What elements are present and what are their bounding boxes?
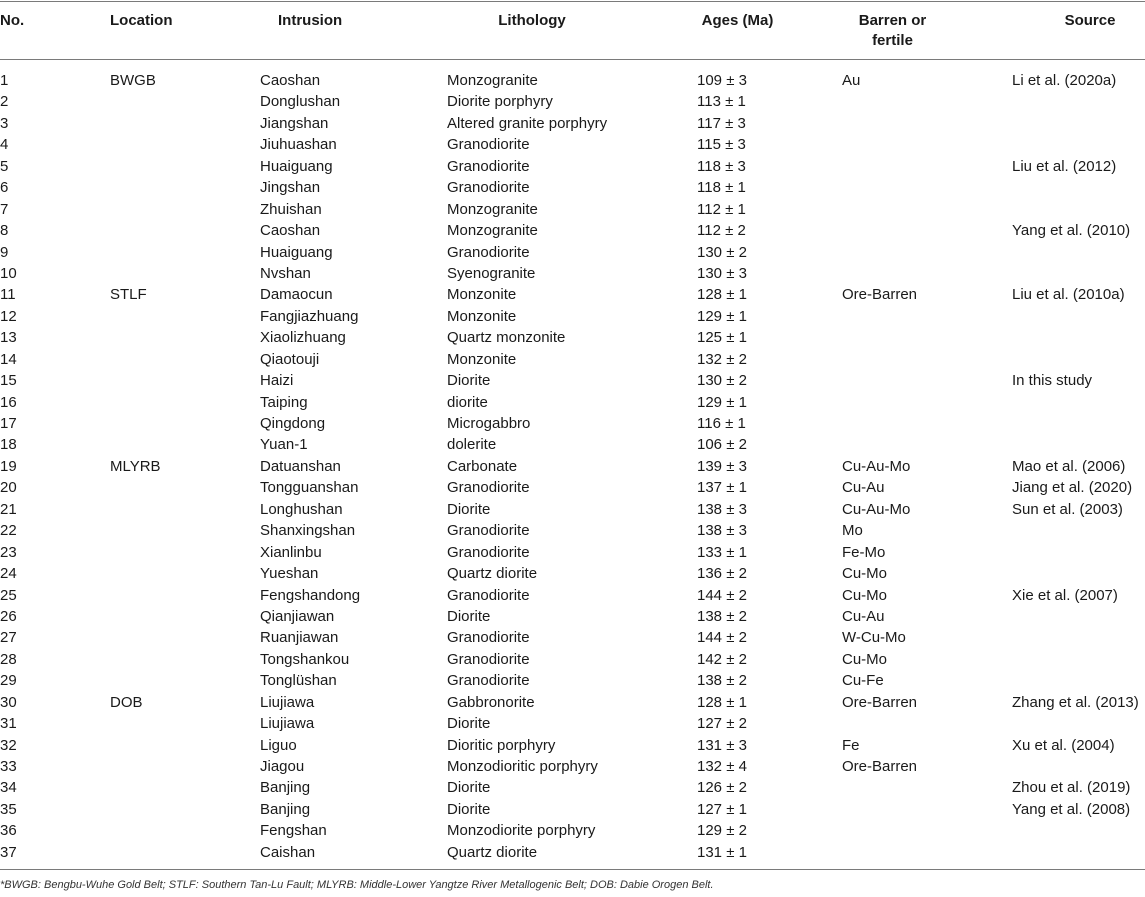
cell-source: Zhou et al. (2019) <box>1012 779 1131 797</box>
cell-lithology: Granodiorite <box>447 479 530 497</box>
cell-age: 112 ± 1 <box>697 200 746 218</box>
cell-barren-or-fertile: Fe-Mo <box>842 543 886 561</box>
cell-no: 22 <box>0 522 17 540</box>
cell-barren-or-fertile: Fe <box>842 736 860 754</box>
cell-age: 127 ± 2 <box>697 715 747 733</box>
table-row <box>0 199 1145 220</box>
cell-lithology: Quartz diorite <box>447 565 538 583</box>
cell-lithology: Granodiorite <box>447 179 530 197</box>
table-row <box>0 842 1145 863</box>
cell-lithology: Diorite porphyry <box>447 93 553 111</box>
table-row <box>0 820 1145 841</box>
header-location: Location <box>110 12 173 29</box>
cell-lithology: Monzodioritic porphyry <box>447 758 598 775</box>
cell-lithology: Diorite <box>447 779 491 797</box>
cell-intrusion: Banjing <box>260 779 311 797</box>
table-row <box>0 670 1145 691</box>
cell-no: 10 <box>0 264 17 282</box>
table-row <box>0 434 1145 455</box>
cell-intrusion: Damaocun <box>260 286 333 304</box>
cell-lithology: Granodiorite <box>447 672 530 690</box>
cell-age: 127 ± 1 <box>697 800 747 818</box>
cell-lithology: dolerite <box>447 436 497 454</box>
cell-lithology: Diorite <box>447 372 491 390</box>
cell-barren-or-fertile: Cu-Mo <box>842 565 888 583</box>
table-row <box>0 542 1145 563</box>
cell-age: 118 ± 1 <box>697 179 746 197</box>
header-ages: Ages (Ma) <box>701 12 774 29</box>
cell-age: 144 ± 2 <box>697 629 747 647</box>
cell-lithology: Monzonite <box>447 350 517 368</box>
table-row <box>0 649 1145 670</box>
cell-age: 125 ± 1 <box>697 329 747 347</box>
cell-lithology: Granodiorite <box>447 157 530 175</box>
cell-age: 128 ± 1 <box>697 286 747 304</box>
header-lithology: Lithology <box>498 12 566 29</box>
cell-barren-or-fertile: Cu-Mo <box>842 586 888 604</box>
cell-age: 137 ± 1 <box>697 479 747 497</box>
cell-intrusion: Haizi <box>260 372 294 390</box>
table-row <box>0 756 1145 777</box>
cell-age: 109 ± 3 <box>697 72 747 89</box>
cell-intrusion: Tongshankou <box>260 650 350 668</box>
cell-source: Jiang et al. (2020) <box>1012 479 1133 497</box>
header-intrusion: Intrusion <box>278 12 343 29</box>
cell-age: 132 ± 2 <box>697 350 747 368</box>
cell-intrusion: Taiping <box>260 393 308 411</box>
cell-source: Xu et al. (2004) <box>1012 736 1115 754</box>
cell-lithology: Gabbronorite <box>447 693 535 711</box>
table-row <box>0 242 1145 263</box>
table-row <box>0 306 1145 327</box>
table-row <box>0 156 1145 177</box>
cell-intrusion: Qingdong <box>260 415 326 432</box>
cell-no: 26 <box>0 607 17 625</box>
cell-intrusion: Liujiawa <box>260 693 315 711</box>
cell-no: 20 <box>0 479 17 497</box>
cell-age: 142 ± 2 <box>697 650 747 668</box>
cell-source: Mao et al. (2006) <box>1012 457 1126 475</box>
cell-no: 37 <box>0 843 17 861</box>
cell-barren-or-fertile: Ore-Barren <box>842 693 918 711</box>
cell-location: STLF <box>110 286 147 304</box>
cell-no: 18 <box>0 436 17 454</box>
cell-location: MLYRB <box>110 457 161 475</box>
cell-no: 35 <box>0 800 17 818</box>
header-rule <box>0 59 1145 60</box>
cell-lithology: Diorite <box>447 607 491 625</box>
cell-age: 131 ± 3 <box>697 736 747 754</box>
cell-intrusion: Fengshan <box>260 822 327 840</box>
cell-source: Xie et al. (2007) <box>1012 586 1118 604</box>
cell-age: 130 ± 2 <box>697 243 747 261</box>
cell-barren-or-fertile: Cu-Mo <box>842 650 888 668</box>
table-row <box>0 692 1145 713</box>
cell-age: 144 ± 2 <box>697 586 747 604</box>
cell-intrusion: Banjing <box>260 800 311 818</box>
cell-intrusion: Fangjiazhuang <box>260 307 359 325</box>
cell-intrusion: Tongguanshan <box>260 479 359 497</box>
cell-intrusion: Jingshan <box>260 179 321 197</box>
cell-age: 130 ± 2 <box>697 372 747 390</box>
cell-barren-or-fertile: Cu-Au-Mo <box>842 500 911 518</box>
cell-no: 16 <box>0 393 17 411</box>
cell-age: 138 ± 2 <box>697 672 747 690</box>
cell-no: 6 <box>0 179 9 197</box>
cell-no: 14 <box>0 350 17 368</box>
cell-barren-or-fertile: Cu-Au-Mo <box>842 457 911 475</box>
cell-intrusion: Huaiguang <box>260 243 333 261</box>
cell-no: 21 <box>0 500 17 518</box>
cell-lithology: Syenogranite <box>447 264 536 282</box>
table-row <box>0 777 1145 798</box>
cell-intrusion: Tonglüshan <box>260 672 337 690</box>
cell-source: Sun et al. (2003) <box>1012 500 1123 518</box>
table-row <box>0 327 1145 348</box>
cell-no: 19 <box>0 457 17 475</box>
table-row <box>0 456 1145 477</box>
cell-lithology: Monzogranite <box>447 72 538 89</box>
cell-intrusion: Xiaolizhuang <box>260 329 346 347</box>
cell-no: 30 <box>0 693 17 711</box>
cell-lithology: Diorite <box>447 715 491 733</box>
cell-age: 129 ± 1 <box>697 307 747 325</box>
cell-lithology: Dioritic porphyry <box>447 736 556 754</box>
header-source: Source <box>1064 12 1116 29</box>
cell-lithology: Altered granite porphyry <box>447 114 608 132</box>
cell-source: Li et al. (2020a) <box>1012 72 1117 89</box>
table-row <box>0 627 1145 648</box>
table-bottom-rule <box>0 869 1145 870</box>
cell-age: 139 ± 3 <box>697 457 747 475</box>
table-row <box>0 563 1145 584</box>
table-row <box>0 134 1145 155</box>
cell-age: 126 ± 2 <box>697 779 747 797</box>
table-row <box>0 70 1145 91</box>
cell-barren-or-fertile: Mo <box>842 522 863 540</box>
cell-intrusion: Jiangshan <box>260 114 329 132</box>
table-row <box>0 713 1145 734</box>
cell-barren-or-fertile: Au <box>842 72 861 89</box>
cell-no: 2 <box>0 93 9 111</box>
cell-no: 8 <box>0 222 9 240</box>
table-row <box>0 349 1145 370</box>
cell-age: 118 ± 3 <box>697 157 746 175</box>
cell-no: 1 <box>0 72 9 89</box>
cell-lithology: Monzonite <box>447 307 517 325</box>
cell-barren-or-fertile: Cu-Fe <box>842 672 884 690</box>
table-footnote: *BWGB: Bengbu-Wuhe Gold Belt; STLF: Southern Tan-Lu Fault; MLYRB: Middle-Lower Yangtze River Metallogenic Belt; DOB: Dabie Orogen Belt. <box>0 879 714 891</box>
cell-age: 128 ± 1 <box>697 693 747 711</box>
cell-no: 27 <box>0 629 17 647</box>
cell-lithology: Monzonite <box>447 286 517 304</box>
cell-lithology: Granodiorite <box>447 522 530 540</box>
cell-intrusion: Longhushan <box>260 500 343 518</box>
cell-age: 132 ± 4 <box>697 758 747 775</box>
cell-lithology: Granodiorite <box>447 586 530 604</box>
cell-no: 13 <box>0 329 17 347</box>
cell-no: 3 <box>0 114 9 132</box>
cell-intrusion: Caishan <box>260 843 316 861</box>
cell-age: 129 ± 2 <box>697 822 747 840</box>
cell-age: 106 ± 2 <box>697 436 747 454</box>
cell-barren-or-fertile: Cu-Au <box>842 479 885 497</box>
table-row <box>0 392 1145 413</box>
table-row <box>0 91 1145 112</box>
cell-intrusion: Caoshan <box>260 222 321 240</box>
cell-source: Liu et al. (2012) <box>1012 157 1117 175</box>
cell-no: 31 <box>0 715 17 733</box>
table-row <box>0 477 1145 498</box>
table-row <box>0 284 1145 305</box>
cell-source: Yang et al. (2008) <box>1012 800 1131 818</box>
cell-age: 136 ± 2 <box>697 565 747 583</box>
cell-no: 9 <box>0 243 9 261</box>
cell-intrusion: Jiuhuashan <box>260 136 337 154</box>
cell-barren-or-fertile: Ore-Barren <box>842 758 918 775</box>
table-top-rule <box>0 1 1145 2</box>
cell-location: DOB <box>110 693 143 711</box>
cell-no: 36 <box>0 822 17 840</box>
header-barren-or-fertile: Barren or fertile <box>858 12 927 49</box>
cell-source: In this study <box>1012 372 1093 390</box>
cell-no: 32 <box>0 736 17 754</box>
cell-no: 23 <box>0 543 17 561</box>
header-no: No. <box>0 12 25 29</box>
table-row <box>0 606 1145 627</box>
table-body <box>0 70 1145 863</box>
cell-lithology: Monzogranite <box>447 222 538 240</box>
table-row <box>0 499 1145 520</box>
cell-intrusion: Caoshan <box>260 72 321 89</box>
cell-intrusion: Donglushan <box>260 93 341 111</box>
cell-location: BWGB <box>110 72 156 89</box>
cell-intrusion: Qiaotouji <box>260 350 320 368</box>
cell-no: 17 <box>0 415 17 432</box>
cell-no: 4 <box>0 136 9 154</box>
table-row <box>0 220 1145 241</box>
cell-intrusion: Liguo <box>260 736 297 754</box>
cell-age: 138 ± 2 <box>697 607 747 625</box>
cell-intrusion: Nvshan <box>260 264 311 282</box>
table-row <box>0 113 1145 134</box>
cell-lithology: Diorite <box>447 500 491 518</box>
cell-intrusion: Huaiguang <box>260 157 333 175</box>
cell-intrusion: Yueshan <box>260 565 319 583</box>
cell-no: 5 <box>0 157 9 175</box>
cell-age: 131 ± 1 <box>697 843 747 861</box>
cell-no: 25 <box>0 586 17 604</box>
cell-lithology: Granodiorite <box>447 650 530 668</box>
table-row <box>0 370 1145 391</box>
cell-intrusion: Qianjiawan <box>260 607 335 625</box>
cell-lithology: Microgabbro <box>447 415 531 432</box>
cell-no: 34 <box>0 779 17 797</box>
table-row <box>0 585 1145 606</box>
cell-lithology: Granodiorite <box>447 629 530 647</box>
cell-lithology: diorite <box>447 393 488 411</box>
cell-source: Yang et al. (2010) <box>1012 222 1131 240</box>
cell-no: 28 <box>0 650 17 668</box>
table-row <box>0 735 1145 756</box>
cell-age: 117 ± 3 <box>697 114 746 132</box>
cell-no: 12 <box>0 307 17 325</box>
cell-age: 113 ± 1 <box>697 93 746 111</box>
table-row <box>0 520 1145 541</box>
cell-source: Zhang et al. (2013) <box>1012 693 1139 711</box>
cell-barren-or-fertile: Cu-Au <box>842 607 885 625</box>
cell-source: Liu et al. (2010a) <box>1012 286 1125 304</box>
cell-barren-or-fertile: Ore-Barren <box>842 286 918 304</box>
cell-barren-or-fertile: W-Cu-Mo <box>842 629 906 647</box>
cell-no: 11 <box>0 286 16 304</box>
cell-lithology: Monzodiorite porphyry <box>447 822 596 840</box>
cell-age: 130 ± 3 <box>697 264 747 282</box>
cell-age: 138 ± 3 <box>697 522 747 540</box>
cell-age: 116 ± 1 <box>697 415 746 432</box>
cell-lithology: Quartz diorite <box>447 843 538 861</box>
cell-intrusion: Fengshandong <box>260 586 361 604</box>
cell-intrusion: Datuanshan <box>260 457 341 475</box>
cell-lithology: Granodiorite <box>447 543 530 561</box>
cell-age: 129 ± 1 <box>697 393 747 411</box>
cell-no: 29 <box>0 672 17 690</box>
cell-intrusion: Zhuishan <box>260 200 322 218</box>
table-row <box>0 177 1145 198</box>
cell-intrusion: Xianlinbu <box>260 543 322 561</box>
cell-lithology: Quartz monzonite <box>447 329 566 347</box>
cell-age: 138 ± 3 <box>697 500 747 518</box>
cell-no: 7 <box>0 200 9 218</box>
cell-intrusion: Yuan-1 <box>260 436 308 454</box>
cell-lithology: Monzogranite <box>447 200 538 218</box>
table-row <box>0 263 1145 284</box>
cell-lithology: Diorite <box>447 800 491 818</box>
table-row <box>0 413 1145 434</box>
cell-lithology: Granodiorite <box>447 136 530 154</box>
cell-no: 15 <box>0 372 17 390</box>
cell-lithology: Granodiorite <box>447 243 530 261</box>
table-row <box>0 799 1145 820</box>
cell-age: 133 ± 1 <box>697 543 747 561</box>
cell-intrusion: Ruanjiawan <box>260 629 339 647</box>
cell-intrusion: Jiagou <box>260 758 305 775</box>
cell-lithology: Carbonate <box>447 457 518 475</box>
cell-age: 112 ± 2 <box>697 222 746 240</box>
cell-intrusion: Shanxingshan <box>260 522 356 540</box>
cell-intrusion: Liujiawa <box>260 715 315 733</box>
cell-no: 24 <box>0 565 17 583</box>
cell-no: 33 <box>0 758 17 775</box>
cell-age: 115 ± 3 <box>697 136 746 154</box>
